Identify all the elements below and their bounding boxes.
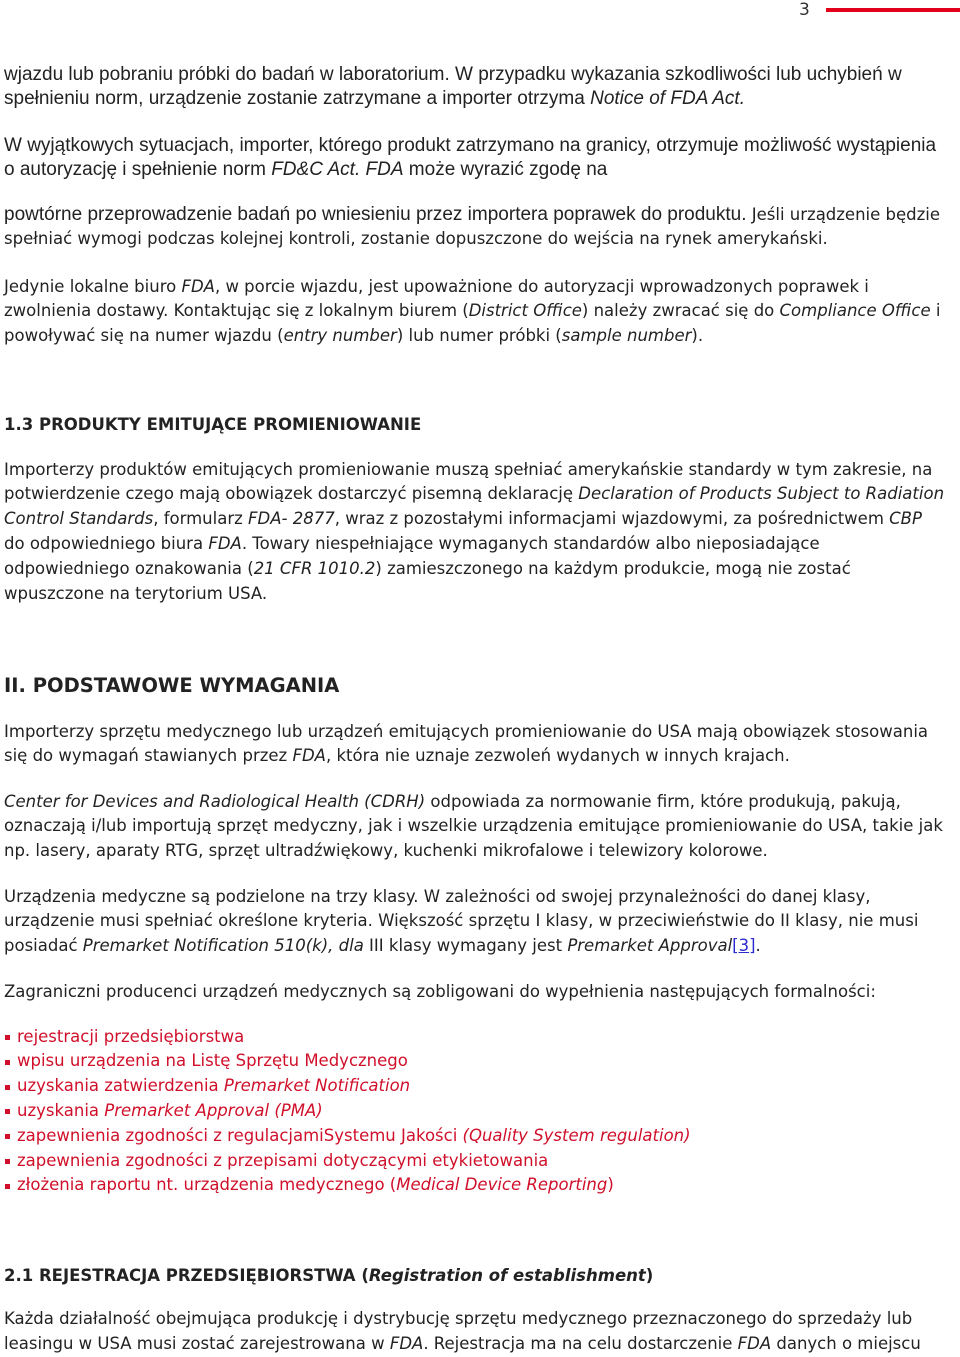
text-run: spełnieniu norm, urządzenie zostanie zatrzymane a importer otrzyma	[4, 88, 591, 110]
text-run: Importerzy sprzętu medycznego lub urządzeń emitujących promieniowanie do USA mają obowiązek stosowania	[4, 721, 929, 741]
text-line	[4, 324, 703, 349]
text-line	[4, 1332, 921, 1357]
text-run: leasingu w USA musi zostać zarejestrowana w	[4, 1333, 390, 1353]
text-line	[4, 87, 745, 112]
text-run: , wraz z pozostałymi informacjami wjazdowymi, za pośrednictwem	[334, 509, 890, 529]
emphasis-text: Premarket Notification	[223, 1076, 411, 1096]
text-run: ) zamieszczonego na każdym produkcie, mogą nie zostać	[375, 558, 851, 578]
text-run: W wyjątkowych sytuacjach, importer, którego produkt zatrzymano na granicy, otrzymuje możliwość wystąpienia	[4, 134, 937, 156]
footnote-link[interactable]: [3]	[732, 936, 756, 956]
text-line	[4, 1264, 653, 1289]
paragraph-requirements	[4, 720, 928, 770]
text-line	[4, 158, 607, 183]
text-run: III klasy wymagany jest	[363, 936, 568, 956]
text-line	[4, 203, 940, 228]
text-run: Jeśli urządzenie będzie	[746, 204, 941, 224]
text-line	[4, 532, 820, 557]
text-run: wpuszczone na terytorium USA.	[4, 583, 268, 603]
text-run: potwierdzenie czego mają obowiązek dostarczyć pisemną deklarację	[4, 484, 579, 504]
text-run: )	[645, 1265, 654, 1285]
text-run: Zagraniczni producenci urządzeń medycznych są zobligowani do wypełnienia następujących formalności:	[4, 981, 876, 1001]
text-run: rejestracji przedsiębiorstwa	[17, 1026, 245, 1046]
text-run: złożenia raportu nt. urządzenia medycznego (	[17, 1175, 397, 1195]
chapter-heading-requirements	[4, 674, 339, 699]
bullet-icon	[5, 1060, 10, 1065]
text-line	[4, 227, 828, 252]
emphasis-text: FDA	[389, 1333, 424, 1353]
list-item	[4, 1049, 408, 1074]
emphasis-text: sample number	[561, 326, 692, 346]
list-item	[4, 1074, 410, 1099]
paragraph-device-classes	[4, 885, 918, 959]
text-run: uzyskania zatwierdzenia	[17, 1076, 224, 1096]
emphasis-text: entry number	[283, 326, 397, 346]
text-run: zapewnienia zgodności z regulacjamiSystemu Jakości	[17, 1125, 463, 1145]
bullet-icon	[5, 1085, 10, 1090]
text-run: zapewnienia zgodności z przepisami dotyczącymi etykietowania	[17, 1150, 549, 1170]
text-line	[4, 790, 901, 815]
text-run: . Rejestracja ma na celu dostarczenie	[423, 1333, 738, 1353]
text-line	[4, 582, 267, 607]
text-run: do odpowiedniego biura	[4, 533, 209, 553]
emphasis-text: Notice of FDA Act.	[590, 88, 745, 110]
emphasis-text: FDA	[208, 533, 242, 553]
paragraph-exception	[4, 134, 936, 184]
text-run: zwolnienia dostawy. Kontaktując się z lokalnym biurem (	[4, 301, 469, 321]
formalities-list	[4, 1025, 691, 1199]
text-run: Jedynie lokalne biuro	[4, 276, 182, 296]
text-line	[4, 909, 918, 934]
section-heading-registration	[4, 1264, 653, 1289]
text-run: się do wymagań stawianych przez	[4, 746, 293, 766]
paragraph-cdrh	[4, 790, 943, 864]
text-run: Każda działalność obejmująca produkcję i dystrybucję sprzętu medycznego przeznaczonego do sprzedaży lub	[4, 1309, 913, 1328]
text-run: posiadać	[4, 936, 83, 956]
text-line	[4, 744, 790, 769]
text-line	[4, 413, 421, 438]
text-run: )	[607, 1175, 614, 1195]
text-run: danych o miejscu	[771, 1333, 921, 1353]
section-heading-radiation	[4, 413, 421, 438]
text-run: powoływać się na numer wjazdu (	[4, 326, 284, 346]
text-line	[4, 720, 928, 745]
emphasis-text: Center for Devices and Radiological Health (CDRH)	[4, 791, 426, 811]
bullet-icon	[5, 1184, 10, 1189]
text-run: o autoryzację i spełnienie norm	[4, 159, 272, 181]
emphasis-text: Premarket Approval	[567, 936, 733, 956]
text-line	[4, 839, 768, 864]
text-run: odpowiedniego oznakowania (	[4, 558, 254, 578]
bullet-icon	[5, 1134, 10, 1139]
emphasis-text: Medical Device Reporting	[396, 1175, 608, 1195]
emphasis-text: Compliance Office	[779, 301, 931, 321]
text-run: 2.1 REJESTRACJA PRZEDSIĘBIORSTWA (	[4, 1265, 369, 1285]
paragraph-radiation	[4, 458, 944, 607]
page-number: 3	[799, 0, 810, 20]
text-line	[4, 134, 936, 159]
emphasis-text: Declaration of Products Subject to Radiation	[578, 484, 945, 504]
text-line	[4, 299, 940, 324]
list-item	[4, 1173, 614, 1198]
emphasis-text: District Office	[468, 301, 582, 321]
emphasis-text: Premarket Approval (PMA)	[104, 1100, 323, 1120]
emphasis-text: FDA	[181, 276, 215, 296]
text-run: spełniać wymogi podczas kolejnej kontroli, zostanie dopuszczone do wejścia na rynek amerykański.	[4, 229, 828, 249]
text-run: , formularz	[153, 509, 249, 529]
text-run: powtórne przeprowadzenie badań po wniesieniu przez importera poprawek do produktu.	[4, 203, 747, 225]
text-run: wpisu urządzenia na Listę Sprzętu Medycznego	[17, 1051, 408, 1071]
text-run: np. lasery, aparaty RTG, sprzęt ultradźwiękowy, kuchenki mikrofalowe i telewizory kolorowe.	[4, 841, 768, 861]
bullet-icon	[5, 1109, 10, 1114]
text-line	[4, 275, 869, 300]
paragraph-registration	[4, 1307, 921, 1357]
bullet-icon	[5, 1035, 10, 1040]
emphasis-text: Premarket Notification 510(k), dla	[82, 936, 364, 956]
text-run: Urządzenia medyczne są podzielone na trzy klasy. W zależności od swojej przynależności do danej klasy,	[4, 886, 871, 906]
text-line	[4, 885, 871, 910]
text-run: II. PODSTAWOWE WYMAGANIA	[4, 673, 340, 697]
text-run: może wyrazić zgodę na	[403, 159, 608, 181]
text-run: uzyskania	[17, 1100, 105, 1120]
text-line	[4, 674, 339, 699]
emphasis-text: Registration of establishment	[368, 1265, 646, 1285]
text-run: .	[755, 936, 761, 956]
bullet-icon	[5, 1159, 10, 1164]
emphasis-text: FDA	[737, 1333, 772, 1353]
paragraph-reinspection	[4, 203, 940, 253]
emphasis-text: FDA	[292, 746, 326, 766]
list-item	[4, 1025, 244, 1050]
emphasis-text: CBP	[889, 509, 922, 529]
text-line	[4, 482, 944, 507]
paragraph-local-office	[4, 275, 940, 349]
text-line	[4, 458, 932, 483]
text-run: , która nie uznaje zezwoleń wydanych w innych krajach.	[325, 746, 790, 766]
text-line	[4, 1307, 912, 1332]
text-run: ) lub numer próbki (	[396, 326, 562, 346]
emphasis-text: (Quality System regulation)	[462, 1125, 691, 1145]
list-item	[4, 1124, 691, 1149]
text-run: i	[930, 301, 941, 321]
paragraph-inspection	[4, 63, 902, 113]
text-run: oznaczają i/lub importują sprzęt medyczny, jak i wszelkie urządzenia emitujące promieniowanie do USA, takie jak	[4, 816, 943, 836]
text-run: . Towary niespełniające wymaganych standardów albo nieposiadające	[241, 533, 820, 553]
text-run: Importerzy produktów emitujących promieniowanie muszą spełniać amerykańskie standardy w tym zakresie, na	[4, 459, 933, 479]
text-line	[4, 934, 761, 959]
text-line	[4, 980, 876, 1005]
text-line	[4, 63, 902, 88]
text-run: ) należy zwracać się do	[581, 301, 780, 321]
text-run: 1.3 PRODUKTY EMITUJĄCE PROMIENIOWANIE	[4, 414, 422, 434]
text-run: odpowiada za normowanie firm, które produkują, pakują,	[425, 791, 901, 811]
emphasis-text: FD&C Act.	[271, 159, 361, 181]
text-run: wjazdu lub pobraniu próbki do badań w laboratorium. W przypadku wykazania szkodliwości lub uchybień w	[4, 63, 902, 85]
emphasis-text: Control Standards	[4, 509, 154, 529]
text-line	[4, 507, 922, 532]
text-line	[4, 557, 851, 582]
list-item	[4, 1099, 323, 1124]
header-rule	[826, 8, 960, 12]
text-run: , w porcie wjazdu, jest upoważnione do autoryzacji wprowadzonych poprawek i	[214, 276, 869, 296]
text-run: ).	[691, 326, 704, 346]
list-item	[4, 1149, 548, 1174]
text-run: urządzenie musi spełniać określone kryteria. Większość sprzętu I klasy, w przeciwieństwie do II klasy, nie musi	[4, 911, 919, 931]
emphasis-text: FDA- 2877	[248, 509, 335, 529]
emphasis-text: 21 CFR 1010.2	[253, 558, 376, 578]
text-line	[4, 814, 943, 839]
emphasis-text: FDA	[365, 159, 404, 181]
paragraph-foreign-manufacturers	[4, 980, 876, 1005]
